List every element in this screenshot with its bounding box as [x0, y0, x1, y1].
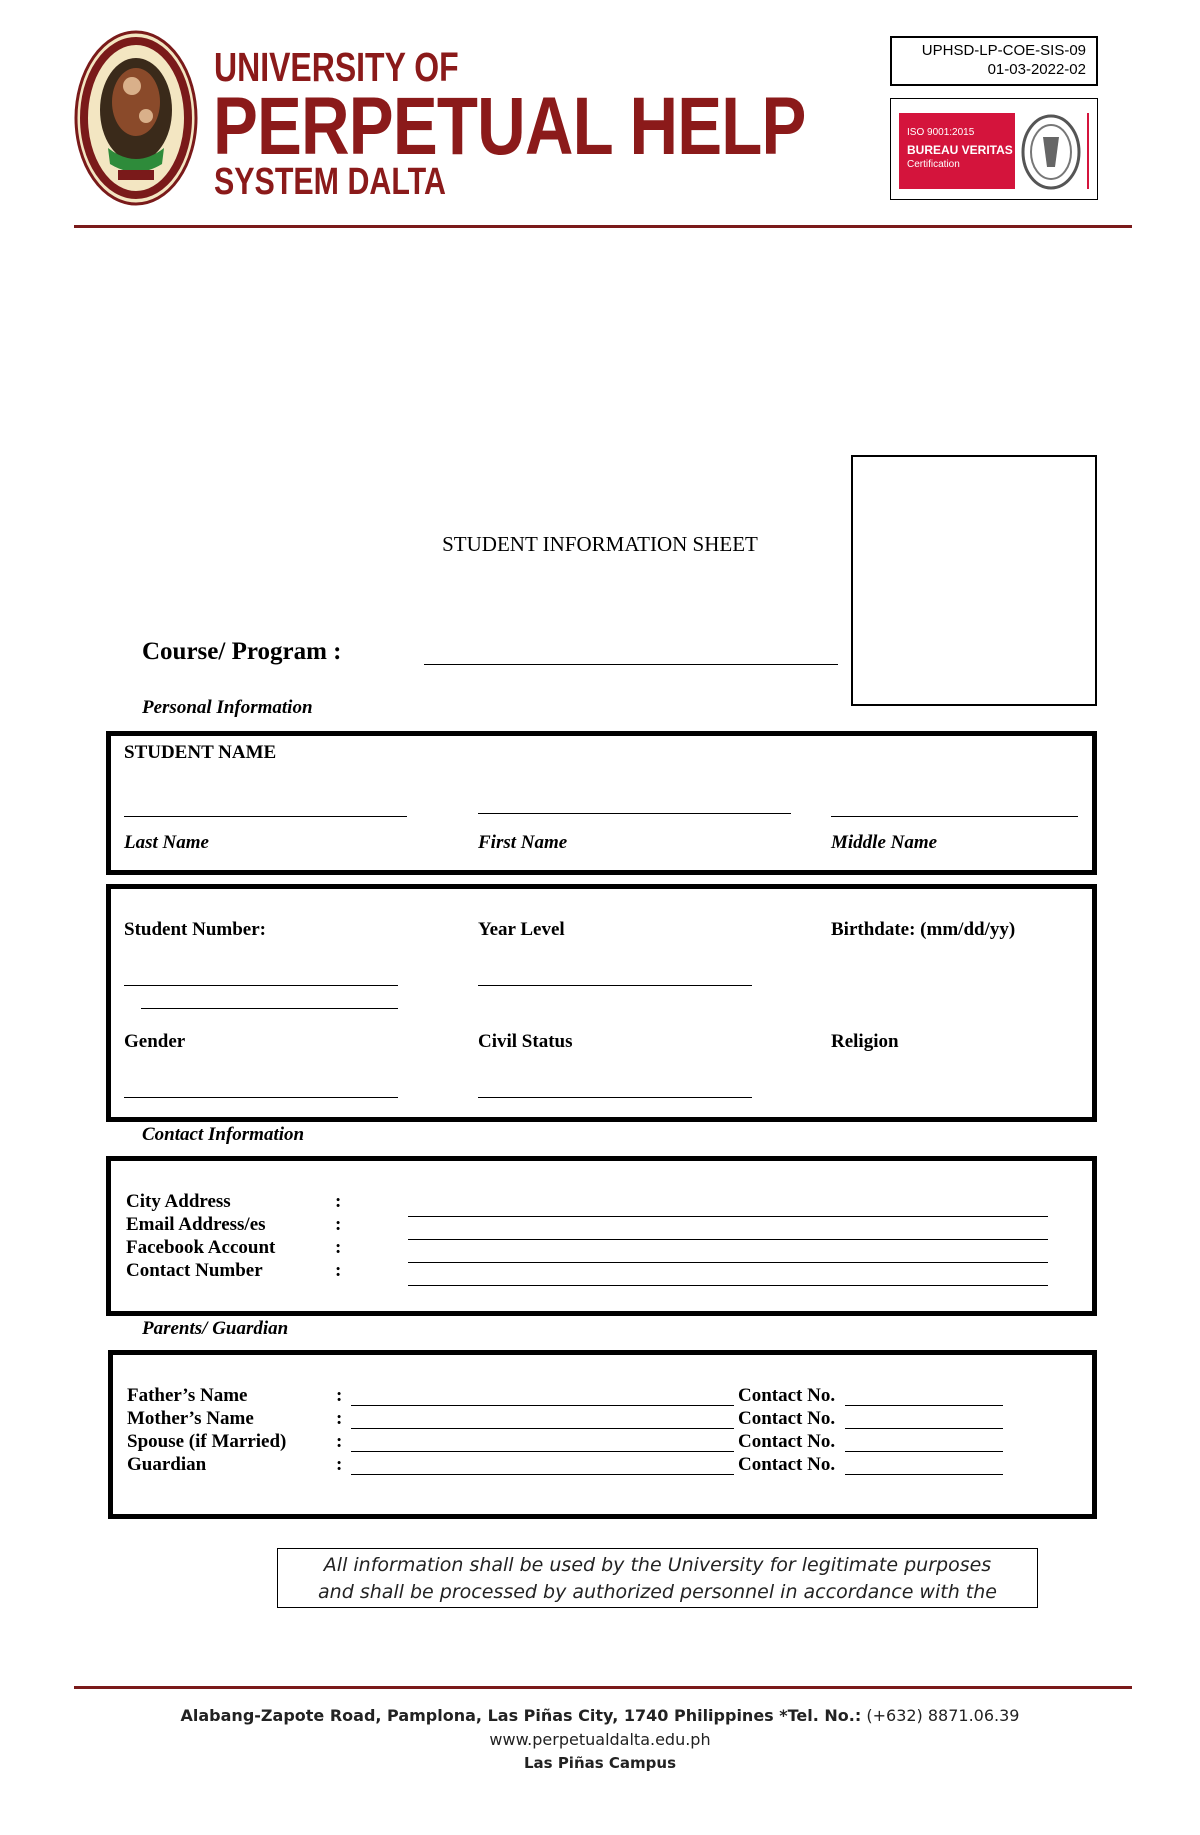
- colon: :: [335, 1214, 342, 1235]
- mother-contact-field[interactable]: [845, 1428, 1003, 1429]
- father-contact-label: Contact No.: [738, 1385, 836, 1406]
- privacy-notice-line2: and shall be processed by authorized personnel in accordance with the: [318, 1581, 997, 1603]
- mother-name-label: Mother’s Name: [127, 1408, 254, 1429]
- first-name-label: First Name: [478, 832, 568, 853]
- course-program-label: Course/ Program :: [142, 638, 342, 665]
- gender-label: Gender: [124, 1031, 186, 1052]
- contact-number-field[interactable]: [408, 1285, 1048, 1286]
- student-name-box: [106, 731, 1097, 875]
- certifier-name: BUREAU VERITAS: [907, 143, 1013, 157]
- religion-label: Religion: [831, 1031, 899, 1052]
- mother-contact-label: Contact No.: [738, 1408, 836, 1429]
- city-address-field[interactable]: [408, 1216, 1048, 1217]
- facebook-label: Facebook Account: [126, 1237, 276, 1258]
- colon: :: [335, 1191, 342, 1212]
- contact-number-label: Contact Number: [126, 1260, 263, 1281]
- city-address-label: City Address: [126, 1191, 231, 1212]
- civil-status-field[interactable]: [478, 1097, 752, 1098]
- middle-name-label: Middle Name: [831, 832, 938, 853]
- student-details-box: [106, 884, 1097, 1122]
- document-code-box: [890, 36, 1098, 86]
- footer-address: [0, 1706, 1200, 1725]
- document-code: UPHSD-LP-COE-SIS-09: [921, 42, 1086, 59]
- footer-phone: (+632) 8871.06.39: [866, 1706, 1020, 1725]
- university-name-line3: SYSTEM DALTA: [214, 161, 446, 203]
- document-date: 01-03-2022-02: [987, 61, 1086, 78]
- course-program-field[interactable]: [424, 664, 838, 665]
- birthdate-label: Birthdate: (mm/dd/yy): [831, 919, 1016, 940]
- header-divider: [74, 225, 1132, 228]
- last-name-label: Last Name: [124, 832, 209, 853]
- colon: :: [336, 1431, 343, 1452]
- first-name-field[interactable]: [478, 813, 791, 814]
- year-level-label: Year Level: [478, 919, 565, 940]
- form-title: STUDENT INFORMATION SHEET: [442, 532, 758, 556]
- student-number-field-2[interactable]: [141, 1008, 398, 1009]
- colon: :: [336, 1408, 343, 1429]
- guardian-contact-field[interactable]: [845, 1474, 1003, 1475]
- student-number-label: Student Number:: [124, 919, 266, 940]
- student-name-label: STUDENT NAME: [124, 742, 277, 763]
- iso-certification-badge: [890, 98, 1098, 200]
- parents-guardian-box: [108, 1350, 1097, 1519]
- spouse-contact-field[interactable]: [845, 1451, 1003, 1452]
- parents-guardian-heading: Parents/ Guardian: [142, 1318, 289, 1339]
- civil-status-label: Civil Status: [478, 1031, 573, 1052]
- certifier-sub: Certification: [907, 159, 960, 170]
- guardian-contact-label: Contact No.: [738, 1454, 836, 1475]
- father-name-field[interactable]: [351, 1405, 734, 1406]
- guardian-name-field[interactable]: [351, 1474, 734, 1475]
- footer-website[interactable]: www.perpetualdalta.edu.ph: [489, 1730, 711, 1749]
- personal-information-heading: Personal Information: [142, 697, 313, 718]
- iso-badge-background: [899, 113, 1089, 189]
- footer-campus: Las Piñas Campus: [523, 1754, 677, 1772]
- father-contact-field[interactable]: [845, 1405, 1003, 1406]
- iso-standard: ISO 9001:2015: [907, 127, 975, 138]
- privacy-notice-line1: All information shall be used by the University for legitimate purposes: [323, 1554, 992, 1576]
- father-name-label: Father’s Name: [127, 1385, 248, 1406]
- year-level-field[interactable]: [478, 985, 752, 986]
- university-name-line2: PERPETUAL HELP: [213, 81, 806, 172]
- colon: :: [336, 1385, 343, 1406]
- bureau-veritas-seal-icon: [1015, 107, 1087, 197]
- mother-name-field[interactable]: [351, 1428, 734, 1429]
- university-name-line1: UNIVERSITY OF: [214, 44, 459, 90]
- guardian-name-label: Guardian: [127, 1454, 207, 1475]
- email-label: Email Address/es: [126, 1214, 266, 1235]
- gender-field[interactable]: [124, 1097, 398, 1098]
- last-name-field[interactable]: [124, 816, 407, 817]
- colon: :: [335, 1260, 342, 1281]
- spouse-name-field[interactable]: [351, 1451, 734, 1452]
- facebook-field[interactable]: [408, 1262, 1048, 1263]
- privacy-notice-box: [277, 1548, 1038, 1608]
- student-number-field[interactable]: [124, 985, 398, 986]
- university-seal-logo: [74, 30, 198, 206]
- spouse-contact-label: Contact No.: [738, 1431, 836, 1452]
- colon: :: [336, 1454, 343, 1475]
- photo-box[interactable]: [851, 455, 1097, 706]
- footer-address-text: Alabang-Zapote Road, Pamplona, Las Piñas City, 1740 Philippines *Tel. No.:: [180, 1706, 862, 1725]
- middle-name-field[interactable]: [831, 816, 1078, 817]
- contact-information-heading: Contact Information: [142, 1124, 305, 1145]
- colon: :: [335, 1237, 342, 1258]
- email-field[interactable]: [408, 1239, 1048, 1240]
- spouse-name-label: Spouse (if Married): [127, 1431, 287, 1452]
- contact-information-box: [106, 1156, 1097, 1316]
- footer-divider: [74, 1686, 1132, 1689]
